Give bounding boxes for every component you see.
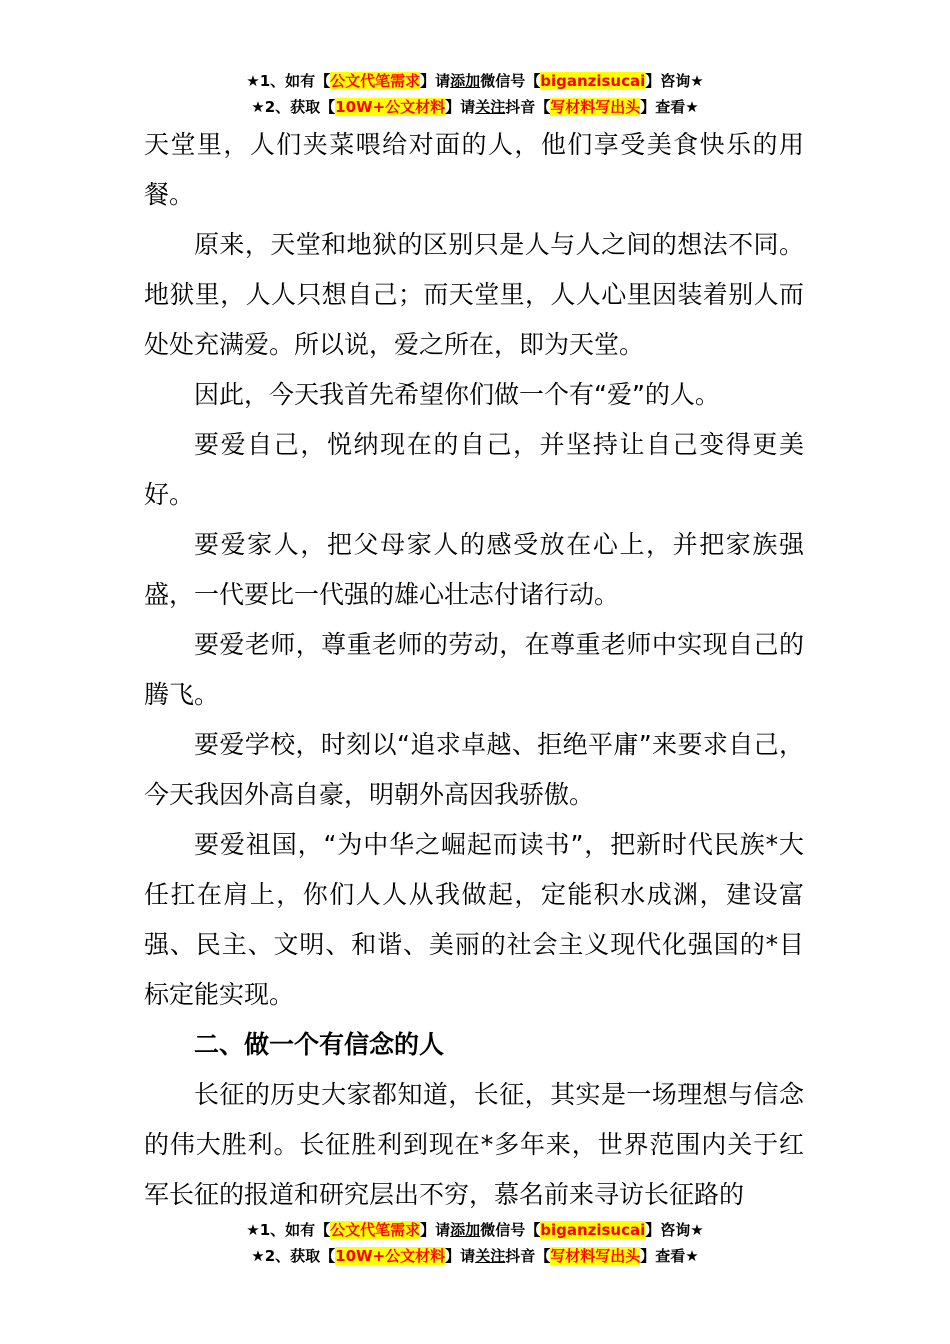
banner-text: 】咨询 [645, 72, 691, 90]
star-icon: ★ [685, 1247, 699, 1265]
star-icon: ★ [251, 98, 265, 116]
star-icon: ★ [685, 98, 699, 116]
banner-highlight: 写材料写出头 [550, 98, 641, 116]
banner-highlight: 公文代笔需求 [330, 72, 421, 90]
banner-text: 1、如有【 [259, 72, 331, 90]
document-body [144, 120, 804, 1220]
paragraph: 长征的历史大家都知道，长征，其实是一场理想与信念的伟大胜利。长征胜利到现在*多年来，世界范围内关于红军长征的报道和研究层出不穷，慕名前来寻访长征路的 [144, 1080, 804, 1209]
star-icon: ★ [690, 72, 704, 90]
banner-text: 2、获取【 [264, 1247, 336, 1265]
paragraph: 要爱自己，悦纳现在的自己，并坚持让自己变得更美好。 [144, 430, 804, 509]
banner-highlight: biganzisucai [540, 1221, 646, 1239]
banner-text: 】查看 [640, 1247, 686, 1265]
banner-text: 】请 [445, 1247, 476, 1265]
banner-highlight: 写材料写出头 [550, 1247, 641, 1265]
banner-highlight: biganzisucai [540, 72, 646, 90]
footer-banner [0, 1217, 950, 1269]
banner-line-2 [0, 1243, 950, 1269]
banner-text: 】请 [420, 72, 451, 90]
paragraph: 要爱老师，尊重老师的劳动，在尊重老师中实现自己的腾飞。 [144, 630, 804, 709]
banner-highlight: 公文代笔需求 [330, 1221, 421, 1239]
banner-text: 微信号【 [480, 1221, 541, 1239]
banner-text: 2、获取【 [264, 98, 336, 116]
star-icon: ★ [690, 1221, 704, 1239]
banner-text: 抖音【 [505, 98, 551, 116]
banner-text: 】查看 [640, 98, 686, 116]
banner-text: 】咨询 [645, 1221, 691, 1239]
paragraph: 要爱祖国，“为中华之崛起而读书”，把新时代民族*大任扛在肩上，你们人人从我做起，定能积水成渊，建设富强、民主、文明、和谐、美丽的社会主义现代化强国的*目标定能实现。 [144, 830, 804, 1009]
banner-underline: 添加 [450, 72, 481, 90]
banner-text: 】请 [445, 98, 476, 116]
banner-text: 抖音【 [505, 1247, 551, 1265]
banner-text: 1、如有【 [259, 1221, 331, 1239]
star-icon: ★ [251, 1247, 265, 1265]
paragraph: 原来，天堂和地狱的区别只是人与人之间的想法不同。地狱里，人人只想自己；而天堂里，人人心里因装着别人而处处充满爱。所以说，爱之所在，即为天堂。 [144, 230, 804, 359]
banner-highlight: 10W+公文材料 [335, 98, 446, 116]
paragraph: 因此，今天我首先希望你们做一个有“爱”的人。 [194, 380, 720, 409]
banner-underline: 关注 [475, 98, 506, 116]
banner-line-1 [0, 1217, 950, 1243]
banner-text: 】请 [420, 1221, 451, 1239]
header-banner [0, 68, 950, 120]
star-icon: ★ [246, 1221, 260, 1239]
banner-highlight: 10W+公文材料 [335, 1247, 446, 1265]
banner-line-1 [0, 68, 950, 94]
banner-underline: 关注 [475, 1247, 506, 1265]
banner-line-2 [0, 94, 950, 120]
paragraph: 要爱家人，把父母家人的感受放在心上，并把家族强盛，一代要比一代强的雄心壮志付诸行动。 [144, 530, 804, 609]
star-icon: ★ [246, 72, 260, 90]
section-heading: 二、做一个有信念的人 [194, 1030, 445, 1059]
paragraph: 天堂里，人们夹菜喂给对面的人，他们享受美食快乐的用餐。 [144, 130, 804, 209]
banner-text: 微信号【 [480, 72, 541, 90]
banner-underline: 添加 [450, 1221, 481, 1239]
paragraph: 要爱学校，时刻以“追求卓越、拒绝平庸”来要求自己，今天我因外高自豪，明朝外高因我骄傲。 [144, 730, 804, 809]
